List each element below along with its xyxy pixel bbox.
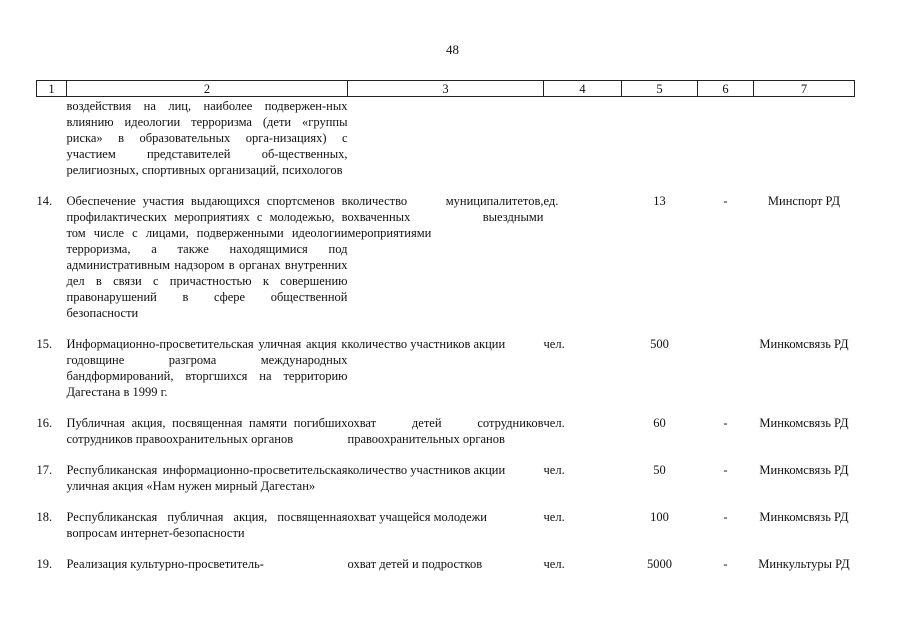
event-text: Республиканская публичная акция, посвященная вопросам интернет-безопасности [66,510,348,540]
value-text: 60 [653,416,666,430]
responsible-text: Минспорт РД [767,194,841,208]
row-number: 19. [36,557,53,571]
table-row [37,193,855,321]
table-row [37,509,855,541]
page-number: 48 [446,42,459,57]
value-text: 500 [650,337,669,351]
table-row [37,336,855,400]
indicator-text: количество участников акции [347,337,506,351]
value-text: 5000 [647,557,672,571]
table-row [37,415,855,447]
header-cell: 7 [754,81,855,97]
events-table [36,80,855,572]
unit-text: чел. [543,463,565,477]
header-cell: 3 [348,81,544,97]
table-row [37,556,855,572]
header-row [37,81,855,97]
table-row [37,462,855,494]
row-number: 17. [36,463,53,477]
unit-text: чел. [543,337,565,351]
event-text: Реализация культурно-просветитель- [66,557,264,571]
row-number: 14. [36,194,53,208]
value-text: 13 [653,194,666,208]
event-text: Обеспечение участия выдающихся спортсменов в профилактических мероприятиях с молодежью, в том числе с лицами, подверженными идеологии терроризма, а также находящимися под административным надзором в органах внутренних дел в связи с причастностью к совершению правонарушений в сфере общественной безопасности [66,194,348,320]
col6-text: - [723,510,728,524]
responsible-text: Минкомсвязь РД [759,463,849,477]
unit-text: чел. [543,557,565,571]
event-text: Информационно-просветительская уличная акция к годовщине разгрома международных бандформирований, вторгшихся на территорию Дагестана в 1999 г. [66,337,348,399]
indicator-text: количество муниципалитетов, охваченных выездными мероприятиями [347,194,544,240]
col6-text [698,336,754,400]
header-cell: 5 [622,81,698,97]
col6-text: - [723,557,728,571]
indicator-text: количество участников акции [347,463,506,477]
col6-text: - [723,416,728,430]
event-text: воздействия на лиц, наиболее подвержен-ных влиянию идеологии терроризма (дети «группы риска» в образовательных орга-низациях) с участием представителей об-щественных, религиозных, спортивных организаций, психологов [66,99,348,177]
header-cell: 6 [698,81,754,97]
header-cell: 1 [37,81,67,97]
responsible-text: Минкомсвязь РД [759,416,849,430]
row-number: 15. [36,337,53,351]
unit-text: чел. [543,416,565,430]
unit-text: ед. [543,194,559,208]
col6-text: - [723,463,728,477]
header-cell: 2 [67,81,348,97]
value-text: 100 [650,510,669,524]
table-row-continuation [37,97,855,179]
header-cell: 4 [544,81,622,97]
col6-text: - [723,194,728,208]
event-text: Публичная акция, посвященная памяти погибших сотрудников правоохранительных органов [66,416,348,446]
indicator-text: охват детей и подростков [347,557,483,571]
row-number: 18. [36,510,53,524]
responsible-text: Минкультуры РД [758,557,850,571]
unit-text: чел. [543,510,565,524]
row-number: 16. [36,416,53,430]
event-text: Республиканская информационно-просветительская уличная акция «Нам нужен мирный Дагестан» [66,463,348,493]
indicator-text: охват учащейся молодежи [347,510,487,524]
responsible-text: Минкомсвязь РД [759,510,849,524]
responsible-text: Минкомсвязь РД [759,337,849,351]
indicator-text: охват детей сотрудников правоохранительных органов [347,416,544,446]
value-text: 50 [653,463,666,477]
